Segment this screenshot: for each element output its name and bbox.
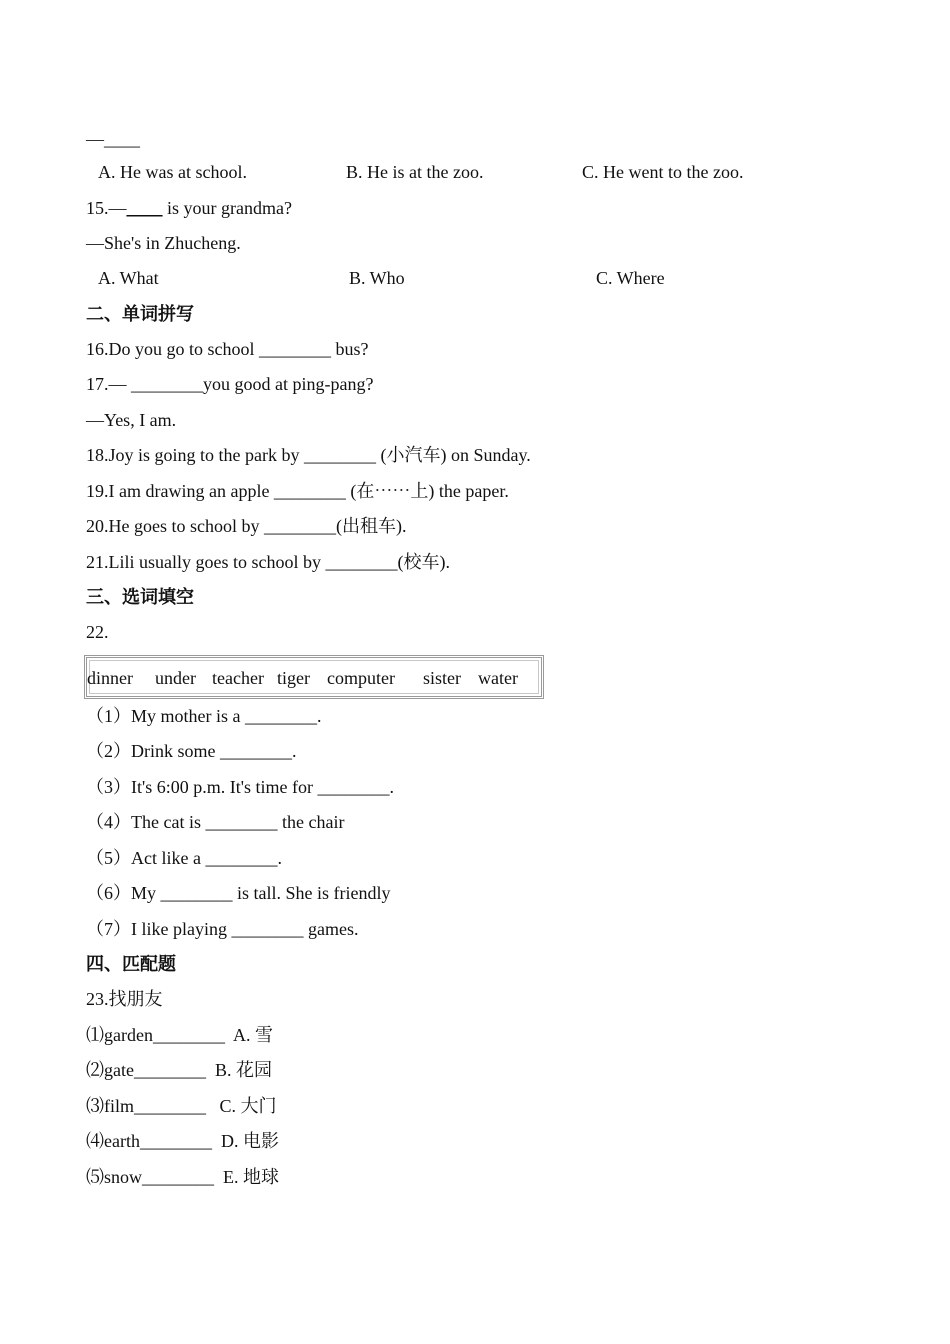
q14-answer-line: —____ — [86, 129, 140, 149]
q22-item-7: （7）I like playing ________ games. — [86, 919, 359, 939]
q17: 17.— ________you good at ping-pang? — [86, 374, 374, 394]
match-left: ⑵gate________ — [86, 1060, 206, 1080]
q22-item-2: （2）Drink some ________. — [86, 741, 297, 761]
match-left: ⑴garden________ — [86, 1025, 225, 1045]
match-row-1 — [86, 1024, 273, 1046]
match-row-5 — [86, 1166, 279, 1188]
q22-item-1: （1）My mother is a ________. — [86, 706, 322, 726]
word-bank-word: dinner — [87, 668, 133, 688]
match-row-4 — [86, 1130, 279, 1152]
q15-option-a: A. What — [98, 268, 159, 288]
word-bank-word: sister — [423, 668, 461, 688]
q23-number: 23.找朋友 — [86, 989, 163, 1009]
section-2-title: 二、单词拼写 — [86, 304, 194, 324]
q15-option-c: C. Where — [596, 268, 665, 288]
q14-option-b: B. He is at the zoo. — [346, 162, 484, 182]
q21: 21.Lili usually goes to school by ________(校车). — [86, 552, 450, 572]
word-bank-word: tiger — [277, 668, 310, 688]
section-3-title: 三、选词填空 — [86, 587, 194, 607]
q22-item-4: （4）The cat is ________ the chair — [86, 812, 345, 832]
q17-answer: —Yes, I am. — [86, 410, 177, 430]
match-right: C. 大门 — [219, 1096, 277, 1116]
q15-question — [86, 197, 292, 219]
q18: 18.Joy is going to the park by ________ (小汽车) on Sunday. — [86, 445, 531, 465]
match-right: A. 雪 — [233, 1025, 273, 1045]
q14-option-a: A. He was at school. — [98, 162, 247, 182]
word-bank-box — [84, 655, 544, 699]
match-right: B. 花园 — [214, 1060, 272, 1080]
q15-answer: —She's in Zhucheng. — [86, 233, 241, 253]
match-right: D. 电影 — [220, 1131, 279, 1151]
word-bank-word: computer — [327, 668, 395, 688]
match-row-3 — [86, 1095, 277, 1117]
match-left: ⑷earth________ — [86, 1131, 212, 1151]
q19: 19.I am drawing an apple ________ (在⋯⋯上) the paper. — [86, 481, 509, 501]
match-row-2 — [86, 1059, 272, 1081]
match-left: ⑸snow________ — [86, 1167, 215, 1187]
q16: 16.Do you go to school ________ bus? — [86, 339, 369, 359]
word-bank-word: under — [155, 668, 196, 688]
q15-blank: ____ — [126, 198, 163, 218]
word-bank-word: water — [478, 668, 518, 688]
q22-item-5: （5）Act like a ________. — [86, 848, 282, 868]
q22-item-6: （6）My ________ is tall. She is friendly — [86, 883, 391, 903]
q15-rest: is your grandma? — [162, 198, 292, 218]
q20: 20.He goes to school by ________(出租车). — [86, 516, 407, 536]
word-bank-word: teacher — [212, 668, 264, 688]
match-right: E. 地球 — [223, 1167, 280, 1187]
section-4-title: 四、匹配题 — [86, 954, 176, 974]
q15-option-b: B. Who — [349, 268, 405, 288]
q15-prefix: 15.— — [86, 198, 127, 218]
q22-item-3: （3）It's 6:00 p.m. It's time for ________. — [86, 777, 394, 797]
q22-number: 22. — [86, 622, 109, 642]
q14-option-c: C. He went to the zoo. — [582, 162, 744, 182]
match-left: ⑶film________ — [86, 1096, 206, 1116]
